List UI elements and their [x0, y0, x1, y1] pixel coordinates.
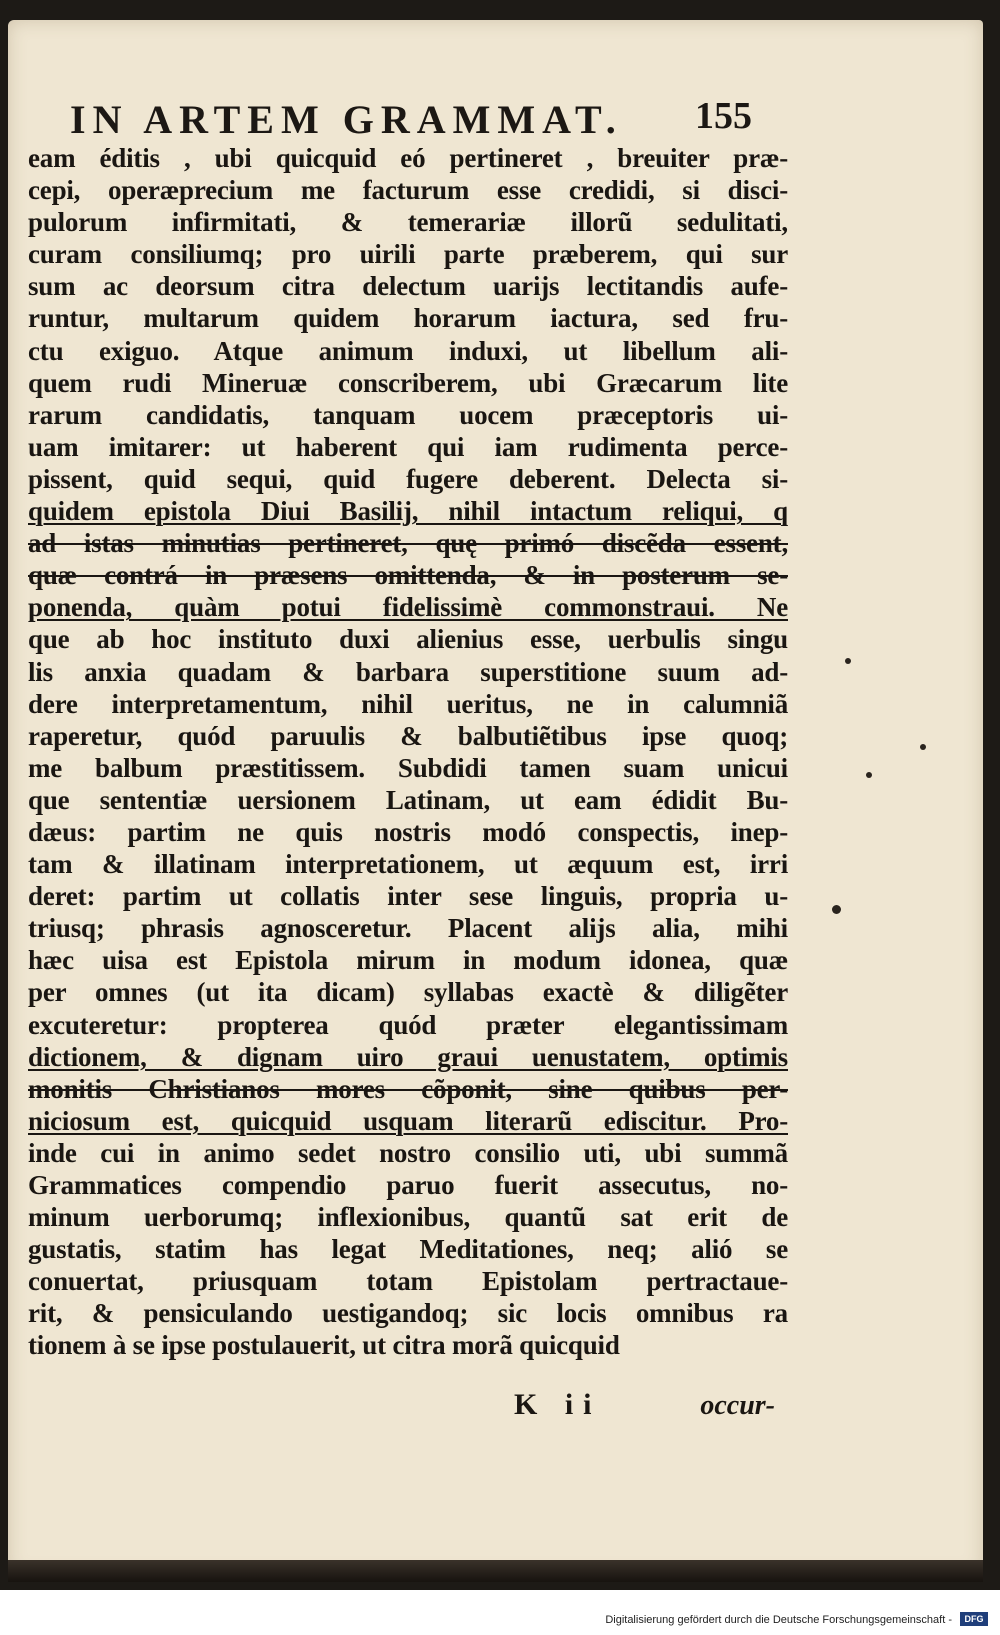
text-line: gustatis, statim has legat Meditationes, neq; alió se	[28, 1234, 788, 1265]
ink-speck	[866, 772, 872, 778]
text-line: sum ac deorsum citra delectum uarijs lectitandis aufe-	[28, 271, 788, 302]
text-line: uam imitarer: ut haberent qui iam rudimenta perce-	[28, 431, 788, 462]
running-head: IN ARTEM GRAMMAT.	[70, 97, 623, 142]
text-line-underlined: quidem epistola Diui Basilij, nihil intactum reliqui, q	[28, 496, 788, 527]
text-line: runtur, multarum quidem horarum iactura, sed fru-	[28, 303, 788, 334]
text-line-struck: monitis Christianos mores cõponit, sine quibus per-	[28, 1073, 788, 1104]
text-line: triusq; phrasis agnosceretur. Placent alijs alia, mihi	[28, 913, 788, 944]
ink-speck	[832, 905, 841, 914]
text-line: deret: partim ut collatis inter sese linguis, propria u-	[28, 881, 788, 912]
text-line: hæc uisa est Epistola mirum in modum idonea, quæ	[28, 945, 788, 976]
text-line: excuteretur: propterea quód præter elegantissimam	[28, 1009, 788, 1040]
page-header	[62, 96, 752, 142]
page-number: 155	[695, 95, 752, 137]
text-line: conuertat, priusquam totam Epistolam pertractaue-	[28, 1266, 788, 1297]
text-line: minum uerborumq; inflexionibus, quantũ sat erit de	[28, 1202, 788, 1233]
text-line: lis anxia quadam & barbara superstitione suum ad-	[28, 656, 788, 687]
page-edge-shadow	[8, 1560, 983, 1582]
text-line: curam consiliumq; pro uirili parte præberem, qui sur	[28, 239, 788, 270]
text-line: quem rudi Mineruæ conscriberem, ubi Græcarum lite	[28, 367, 788, 398]
text-line: tam & illatinam interpretationem, ut æquum est, irri	[28, 849, 788, 880]
text-line: eam éditis , ubi quicquid eó pertineret , breuiter præ-	[28, 143, 788, 173]
text-line-underlined: niciosum est, quicquid usquam literarũ ediscitur. Pro-	[28, 1105, 788, 1136]
text-line-underlined: ponenda, quàm potui fidelissimè commonstraui. Ne	[28, 592, 788, 623]
text-line: que ab hoc instituto duxi alienius esse, uerbulis singu	[28, 624, 788, 655]
digitization-credit: Digitalisierung gefördert durch die Deutsche Forschungsgemeinschaft -	[605, 1614, 952, 1626]
text-line: ctu exiguo. Atque animum induxi, ut libellum ali-	[28, 335, 788, 366]
page-footer	[500, 1388, 775, 1428]
ink-speck	[845, 658, 851, 664]
text-line-struck: quæ contrá in præsens omittenda, & in posterum se-	[28, 560, 788, 591]
text-line: Grammatices compendio paruo fuerit assecutus, no-	[28, 1170, 788, 1200]
text-line: inde cui in animo sedet nostro consilio uti, ubi summã	[28, 1137, 788, 1168]
body-text	[28, 142, 788, 1362]
text-line: me balbum præstitissem. Subdidi tamen suam unicui	[28, 752, 788, 783]
text-line: per omnes (ut ita dicam) syllabas exactè & diligẽter	[28, 977, 788, 1008]
text-line: cepi, operæprecium me facturum esse credidi, si disci-	[28, 175, 788, 206]
text-line: pulorum infirmitati, & temerariæ illorũ sedulitati,	[28, 207, 788, 238]
text-line: que sententiæ uersionem Latinam, ut eam édidit Bu-	[28, 784, 788, 815]
text-line: rarum candidatis, tanquam uocem præceptoris ui-	[28, 399, 788, 430]
text-line: tionem à se ipse postulauerit, ut citra morã quicquid	[28, 1330, 620, 1361]
text-line: raperetur, quód paruulis & balbutiẽtibus ipse quoq;	[28, 720, 788, 751]
dfg-logo[interactable]: DFG	[960, 1612, 988, 1626]
catchword: occur-	[700, 1390, 775, 1421]
text-line: dere interpretamentum, nihil ueritus, ne in calumniã	[28, 688, 788, 719]
text-line-struck: ad istas minutias pertineret, quę primó discẽda essent,	[28, 528, 788, 559]
text-line-underlined: dictionem, & dignam uiro graui uenustatem, optimis	[28, 1041, 788, 1072]
text-line: dæus: partim ne quis nostris modó conspectis, inep-	[28, 816, 788, 847]
signature-mark: K ii	[514, 1388, 602, 1421]
text-line: rit, & pensiculando uestigandoq; sic locis omnibus ra	[28, 1298, 788, 1329]
text-line: pissent, quid sequi, quid fugere deberent. Delecta si-	[28, 463, 788, 494]
ink-speck	[920, 744, 926, 750]
